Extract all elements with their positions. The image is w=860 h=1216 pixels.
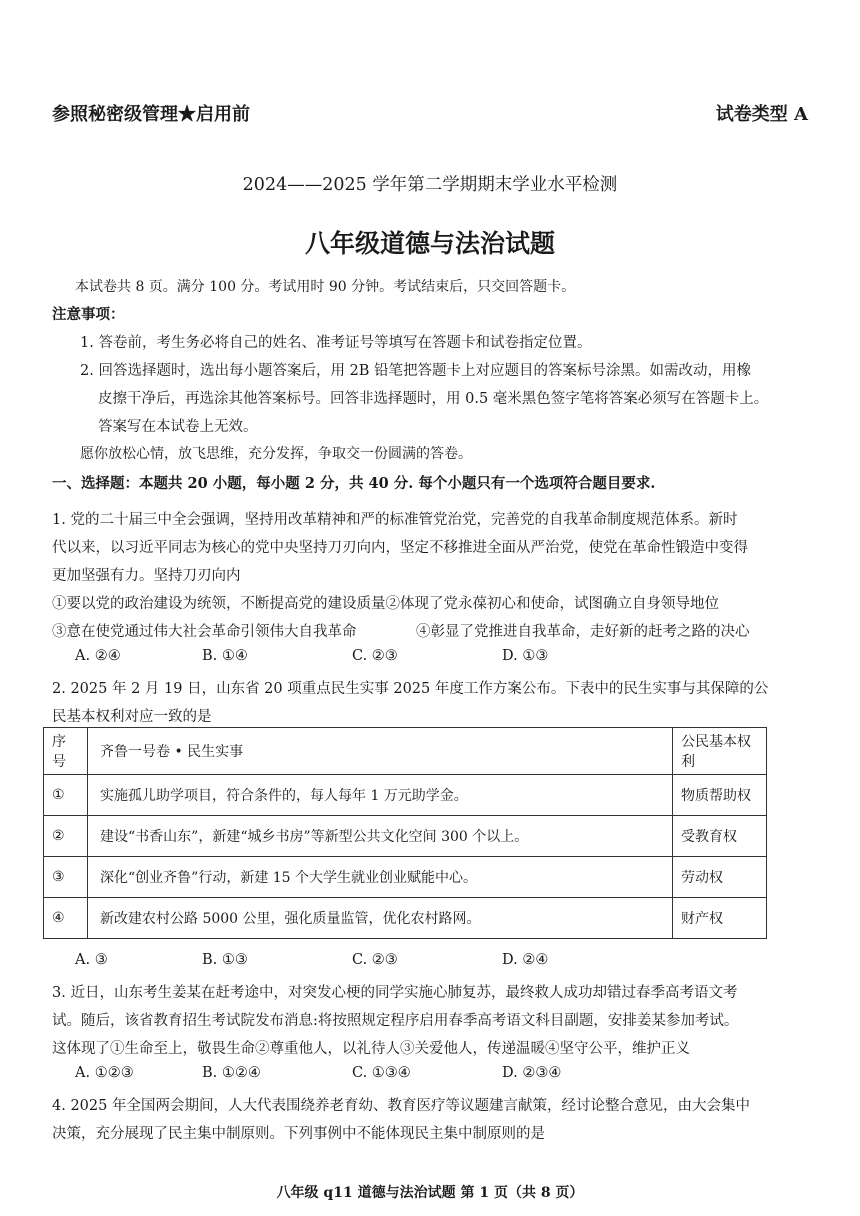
q3-option-b: B. ①②④	[202, 1065, 261, 1081]
table-cell: 受教育权	[673, 816, 767, 857]
note-item-2-line3: 答案写在本试卷上无效。	[98, 419, 258, 435]
q1-option-c: C. ②③	[352, 648, 398, 664]
livelihood-rights-table	[43, 727, 767, 939]
q4-line2: 决策，充分展现了民主集中制原则。下列事例中不能体现民主集中制原则的是	[52, 1126, 545, 1142]
section-1-heading: 一、选择题：本题共 20 小题，每小题 2 分，共 40 分. 每个小题只有一个选项符合题目要求.	[52, 475, 656, 492]
q2-option-a: A. ③	[75, 952, 108, 968]
note-item-1: 1. 答卷前，考生务必将自己的姓名、准考证号等填写在答题卡和试卷指定位置。	[80, 335, 592, 351]
table-cell: ④	[44, 898, 88, 939]
table-cell: 财产权	[673, 898, 767, 939]
table-cell: ②	[44, 816, 88, 857]
q1-statements-1: ①要以党的政治建设为统领，不断提高党的建设质量②体现了党永葆初心和使命，试图确立自身领导地位	[52, 596, 719, 612]
table-header-cell: 公民基本权利	[673, 728, 767, 775]
q3-line2: 试。随后，该省教育招生考试院发布消息:将按照规定程序启用春季高考语文科目副题，安排姜某参加考试。	[52, 1013, 739, 1029]
table-row	[44, 816, 767, 857]
q1-option-a: A. ②④	[75, 648, 121, 664]
q1-line2: 代以来，以习近平同志为核心的党中央坚持刀刃向内，坚定不移推进全面从严治党，使党在革命性锻造中变得	[52, 540, 748, 556]
exam-intro: 本试卷共 8 页。满分 100 分。考试用时 90 分钟。考试结束后，只交回答题卡。	[75, 279, 576, 295]
notes-heading: 注意事项：	[52, 306, 125, 323]
q2-line1: 2. 2025 年 2 月 19 日，山东省 20 项重点民生实事 2025 年度工作方案公布。下表中的民生实事与其保障的公	[52, 681, 769, 697]
exam-title: 八年级道德与法治试题	[304, 229, 555, 258]
exam-wish: 愿你放松心情，放飞思维，充分发挥，争取交一份圆满的答卷。	[80, 446, 472, 462]
page-footer: 八年级 q11 道德与法治试题 第 1 页（共 8 页）	[276, 1185, 584, 1201]
q2-option-d: D. ②④	[502, 952, 549, 968]
table-header-row	[44, 728, 767, 775]
table-cell: ①	[44, 775, 88, 816]
table-cell: 建设“书香山东”，新建“城乡书房”等新型公共文化空间 300 个以上。	[88, 816, 673, 857]
q2-option-b: B. ①③	[202, 952, 248, 968]
table-cell: 实施孤儿助学项目，符合条件的，每人每年 1 万元助学金。	[88, 775, 673, 816]
table-cell: 深化“创业齐鲁”行动，新建 15 个大学生就业创业赋能中心。	[88, 857, 673, 898]
table-row	[44, 775, 767, 816]
table-header-cell: 齐鲁一号卷 • 民生实事	[88, 728, 673, 775]
note-item-2-line2: 皮擦干净后，再选涂其他答案标号。回答非选择题时，用 0.5 毫米黑色签字笔将答案必须写在答题卡上。	[98, 391, 769, 407]
table-row	[44, 898, 767, 939]
q1-option-d: D. ①③	[502, 648, 549, 664]
table-cell: 物质帮助权	[673, 775, 767, 816]
table-header-cell: 序号	[44, 728, 88, 775]
q3-option-a: A. ①②③	[75, 1065, 134, 1081]
q3-option-d: D. ②③④	[502, 1065, 562, 1081]
table-cell: 劳动权	[673, 857, 767, 898]
q1-statements-2a: ③意在使党通过伟大社会革命引领伟大自我革命	[52, 624, 357, 640]
paper-type-label: 试卷类型 A	[715, 104, 808, 125]
q1-statements-2b: ④彰显了党推进自我革命，走好新的赶考之路的决心	[416, 624, 750, 640]
q3-line3: 这体现了①生命至上，敬畏生命②尊重他人，以礼待人③关爱他人，传递温暖④坚守公平，维护正义	[52, 1041, 690, 1057]
q4-line1: 4. 2025 年全国两会期间，人大代表围绕养老育幼、教育医疗等议题建言献策，经讨论整合意见，由大会集中	[52, 1098, 750, 1114]
table-cell: ③	[44, 857, 88, 898]
q1-option-b: B. ①④	[202, 648, 248, 664]
q1-line3: 更加坚强有力。坚持刀刃向内	[52, 568, 241, 584]
q3-line1: 3. 近日，山东考生姜某在赶考途中，对突发心梗的同学实施心肺复苏，最终救人成功却错过春季高考语文考	[52, 985, 738, 1001]
confidentiality-label: 参照秘密级管理★启用前	[52, 104, 250, 125]
table-row	[44, 857, 767, 898]
exam-subtitle: 2024——2025 学年第二学期期末学业水平检测	[242, 175, 618, 195]
q2-line2: 民基本权利对应一致的是	[52, 709, 212, 725]
table-cell: 新改建农村公路 5000 公里，强化质量监管，优化农村路网。	[88, 898, 673, 939]
q3-option-c: C. ①③④	[352, 1065, 411, 1081]
q1-line1: 1. 党的二十届三中全会强调，坚持用改革精神和严的标准管党治党，完善党的自我革命制度规范体系。新时	[52, 512, 738, 528]
note-item-2-line1: 2. 回答选择题时，选出每小题答案后，用 2B 铅笔把答题卡上对应题目的答案标号涂黑。如需改动，用橡	[80, 363, 752, 379]
q2-option-c: C. ②③	[352, 952, 398, 968]
